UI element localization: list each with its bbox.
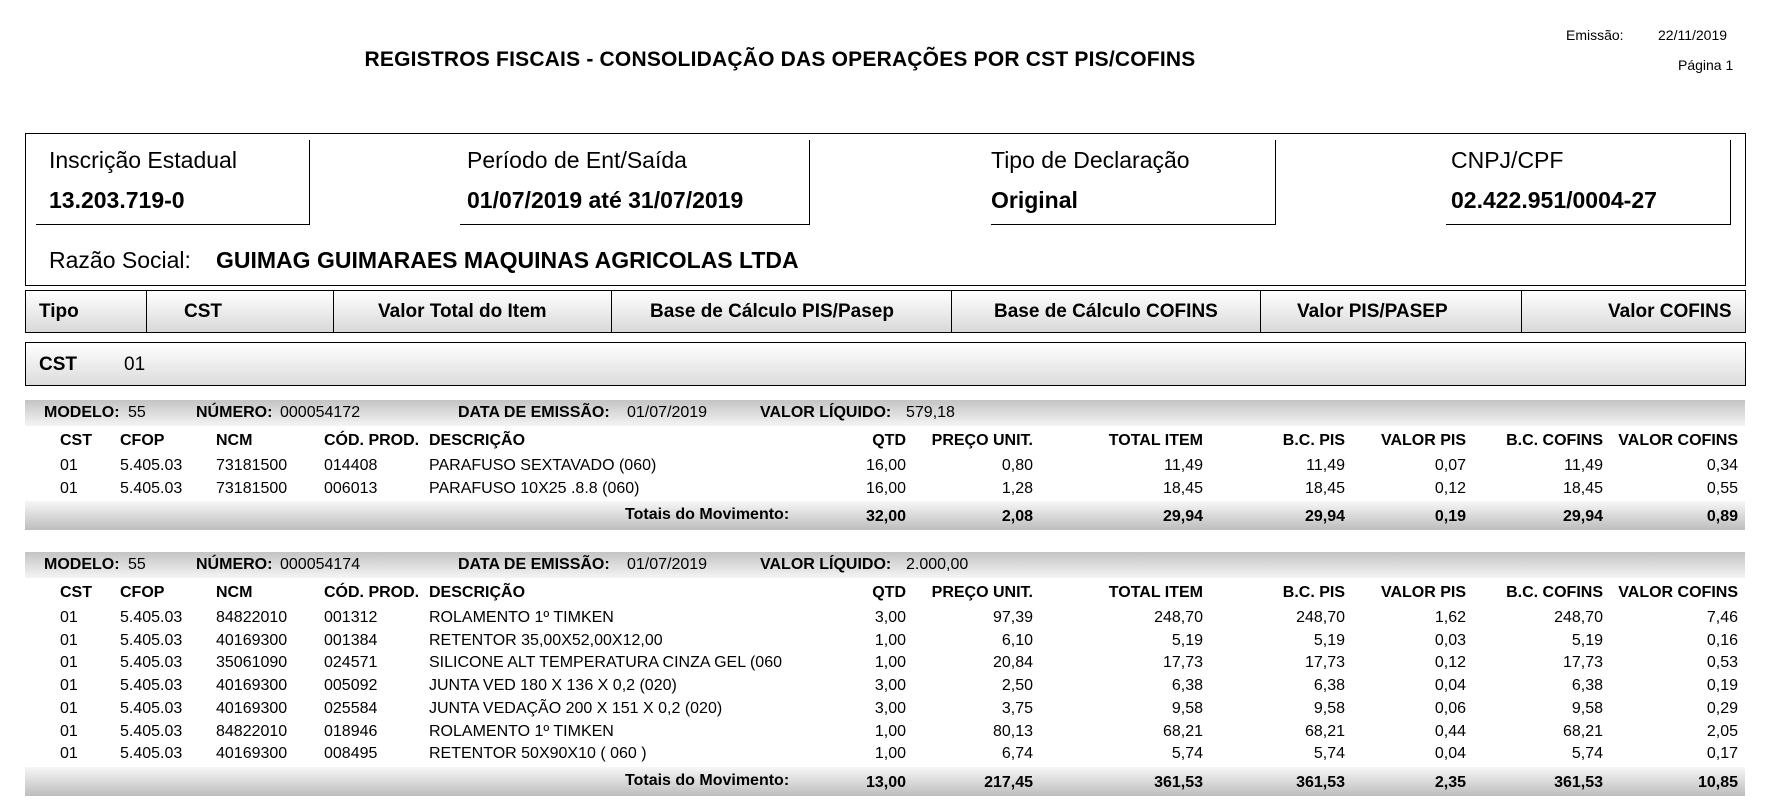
item-valor-pis: 0,44	[1434, 722, 1466, 740]
item-header-cfop: CFOP	[120, 432, 165, 449]
total-valor-cofins: 0,89	[1706, 508, 1738, 526]
item-header-descricao: DESCRIÇÃO	[429, 584, 526, 601]
item-descricao: JUNTA VEDAÇÃO 200 X 151 X 0,2 (020)	[429, 699, 723, 717]
valor-liquido-value: 2.000,00	[906, 556, 969, 573]
item-bc-pis: 18,45	[1304, 479, 1345, 497]
item-cod-prod: 014408	[324, 457, 378, 474]
item-ncm: 40169300	[216, 699, 288, 717]
item-bc-cofins: 5,19	[1571, 631, 1603, 649]
item-total-item: 248,70	[1154, 609, 1203, 626]
total-bc-cofins: 29,94	[1562, 508, 1603, 526]
col-tipo: Tipo	[39, 301, 79, 322]
modelo-label: MODELO:	[44, 404, 120, 421]
item-bc-cofins: 18,45	[1562, 479, 1603, 497]
item-ncm: 84822010	[216, 609, 288, 626]
item-descricao: PARAFUSO SEXTAVADO (060)	[429, 457, 657, 474]
item-header-bc-cofins: B.C. COFINS	[1506, 584, 1603, 601]
item-cfop: 5.405.03	[120, 745, 183, 763]
numero-value: 000054172	[280, 404, 361, 421]
item-bc-cofins: 68,21	[1562, 722, 1603, 740]
item-ncm: 84822010	[216, 722, 288, 740]
item-cfop: 5.405.03	[120, 654, 183, 672]
item-bc-pis: 248,70	[1296, 609, 1345, 626]
numero-label: NÚMERO:	[196, 556, 273, 573]
item-descricao: ROLAMENTO 1º TIMKEN	[429, 609, 614, 626]
data-emissao-label: DATA DE EMISSÃO:	[458, 404, 610, 421]
item-header-preco-unit: PREÇO UNIT.	[931, 432, 1033, 449]
item-valor-cofins: 0,34	[1706, 457, 1738, 474]
item-cod-prod: 005092	[324, 677, 378, 695]
item-qtd: 1,00	[874, 631, 906, 649]
item-header-qtd: QTD	[872, 432, 906, 449]
item-valor-cofins: 0,16	[1706, 631, 1738, 649]
item-qtd: 16,00	[865, 457, 906, 474]
item-cst: 01	[60, 677, 78, 695]
item-ncm: 73181500	[216, 479, 288, 497]
item-descricao: ROLAMENTO 1º TIMKEN	[429, 722, 614, 740]
item-qtd: 1,00	[874, 722, 906, 740]
item-valor-pis: 0,03	[1434, 631, 1466, 649]
item-cst: 01	[60, 609, 78, 626]
cnpj-value: 02.422.951/0004-27	[1451, 187, 1657, 213]
periodo-value: 01/07/2019 até 31/07/2019	[467, 187, 744, 213]
item-ncm: 35061090	[216, 654, 288, 672]
item-cst: 01	[60, 457, 78, 474]
item-bc-pis: 5,19	[1313, 631, 1345, 649]
item-valor-cofins: 0,19	[1706, 677, 1738, 695]
item-bc-cofins: 17,73	[1562, 654, 1603, 672]
total-qtd: 32,00	[865, 508, 906, 526]
item-cfop: 5.405.03	[120, 722, 183, 740]
razao-value: GUIMAG GUIMARAES MAQUINAS AGRICOLAS LTDA	[216, 247, 799, 273]
total-valor-pis: 0,19	[1434, 508, 1466, 526]
item-ncm: 40169300	[216, 745, 288, 763]
item-total-item: 5,19	[1171, 631, 1203, 649]
page-number: Página 1	[1678, 57, 1734, 73]
item-header-cod-prod: CÓD. PROD.	[324, 584, 420, 601]
item-qtd: 16,00	[865, 479, 906, 497]
item-ncm: 40169300	[216, 631, 288, 649]
total-total-item: 29,94	[1162, 508, 1203, 526]
item-preco-unit: 80,13	[992, 722, 1033, 740]
item-bc-pis: 9,58	[1313, 699, 1345, 717]
periodo-label: Período de Ent/Saída	[467, 147, 687, 173]
item-header-bc-pis: B.C. PIS	[1282, 432, 1345, 449]
cnpj-label: CNPJ/CPF	[1451, 147, 1564, 173]
valor-liquido-value: 579,18	[906, 404, 955, 421]
item-preco-unit: 1,28	[1001, 479, 1033, 497]
item-cfop: 5.405.03	[120, 609, 183, 626]
tipo-label: Tipo de Declaração	[991, 147, 1190, 173]
item-valor-cofins: 0,29	[1706, 699, 1738, 717]
item-total-item: 17,73	[1162, 654, 1203, 672]
item-total-item: 68,21	[1162, 722, 1203, 740]
item-preco-unit: 3,75	[1001, 699, 1033, 717]
ie-value: 13.203.719-0	[49, 187, 185, 213]
item-bc-cofins: 248,70	[1554, 609, 1603, 626]
data-emissao-value: 01/07/2019	[627, 404, 708, 421]
total-valor-pis: 2,35	[1434, 773, 1466, 791]
col-base-pis: Base de Cálculo PIS/Pasep	[650, 301, 894, 322]
cst-group-value: 01	[124, 354, 146, 375]
item-header-bc-cofins: B.C. COFINS	[1506, 432, 1603, 449]
emissao-date: 22/11/2019	[1658, 27, 1728, 43]
item-ncm: 40169300	[216, 677, 288, 695]
total-preco-unit: 217,45	[984, 773, 1033, 791]
item-cst: 01	[60, 479, 78, 497]
item-header-total-item: TOTAL ITEM	[1108, 584, 1203, 601]
col-base-cofins: Base de Cálculo COFINS	[994, 301, 1218, 322]
razao-label: Razão Social:	[49, 247, 191, 273]
item-header-cfop: CFOP	[120, 584, 165, 601]
col-valor-pis: Valor PIS/PASEP	[1297, 301, 1448, 322]
col-cst: CST	[184, 301, 222, 322]
cst-group-bar	[25, 342, 1746, 386]
item-total-item: 9,58	[1171, 699, 1203, 717]
item-bc-cofins: 5,74	[1571, 745, 1603, 763]
item-preco-unit: 6,10	[1001, 631, 1033, 649]
item-bc-cofins: 9,58	[1571, 699, 1603, 717]
item-cfop: 5.405.03	[120, 479, 183, 497]
item-valor-pis: 0,04	[1434, 745, 1466, 763]
item-bc-cofins: 11,49	[1564, 457, 1603, 474]
item-bc-pis: 5,74	[1313, 745, 1345, 763]
item-qtd: 3,00	[874, 677, 906, 695]
item-header-total-item: TOTAL ITEM	[1108, 432, 1203, 449]
item-total-item: 5,74	[1171, 745, 1203, 763]
item-valor-pis: 0,06	[1434, 699, 1466, 717]
item-cst: 01	[60, 631, 78, 649]
cst-group-label: CST	[39, 354, 77, 375]
item-bc-pis: 11,49	[1306, 457, 1345, 474]
item-cod-prod: 006013	[324, 479, 378, 497]
totais-label: Totais do Movimento:	[625, 506, 790, 524]
item-qtd: 1,00	[874, 654, 906, 672]
totais-label: Totais do Movimento:	[625, 771, 790, 789]
tipo-value: Original	[991, 187, 1078, 213]
item-header-valor-pis: VALOR PIS	[1380, 432, 1466, 449]
item-header-cst: CST	[60, 432, 92, 449]
item-valor-pis: 0,07	[1434, 457, 1466, 474]
item-bc-pis: 68,21	[1304, 722, 1345, 740]
item-qtd: 3,00	[874, 699, 906, 717]
total-valor-cofins: 10,85	[1697, 773, 1738, 791]
item-ncm: 73181500	[216, 457, 288, 474]
total-preco-unit: 2,08	[1001, 508, 1033, 526]
item-header-descricao: DESCRIÇÃO	[429, 432, 526, 449]
numero-label: NÚMERO:	[196, 404, 273, 421]
item-qtd: 3,00	[874, 609, 906, 626]
valor-liquido-label: VALOR LÍQUIDO:	[760, 404, 892, 421]
item-preco-unit: 6,74	[1001, 745, 1033, 763]
item-qtd: 1,00	[874, 745, 906, 763]
item-cfop: 5.405.03	[120, 631, 183, 649]
item-header-ncm: NCM	[216, 584, 253, 601]
ie-label: Inscrição Estadual	[49, 147, 237, 173]
item-valor-cofins: 0,53	[1706, 654, 1738, 672]
total-bc-cofins: 361,53	[1554, 773, 1603, 791]
item-cod-prod: 001384	[324, 631, 378, 649]
item-header-valor-pis: VALOR PIS	[1380, 584, 1466, 601]
item-descricao: RETENTOR 35,00X52,00X12,00	[429, 631, 663, 649]
column-header-bar	[25, 290, 1746, 333]
item-total-item: 6,38	[1171, 677, 1203, 695]
item-preco-unit: 0,80	[1001, 457, 1033, 474]
item-header-bc-pis: B.C. PIS	[1282, 584, 1345, 601]
item-valor-cofins: 0,55	[1706, 479, 1738, 497]
item-cfop: 5.405.03	[120, 677, 183, 695]
col-valor-total: Valor Total do Item	[378, 301, 547, 322]
data-emissao-label: DATA DE EMISSÃO:	[458, 556, 610, 573]
item-descricao: PARAFUSO 10X25 .8.8 (060)	[429, 479, 640, 497]
item-cst: 01	[60, 699, 78, 717]
total-bc-pis: 361,53	[1296, 773, 1345, 791]
modelo-value: 55	[128, 404, 146, 421]
item-preco-unit: 97,39	[992, 609, 1033, 626]
item-cod-prod: 001312	[324, 609, 378, 626]
numero-value: 000054174	[280, 556, 361, 573]
item-valor-cofins: 2,05	[1706, 722, 1738, 740]
item-valor-pis: 0,12	[1434, 479, 1466, 497]
item-cst: 01	[60, 745, 78, 763]
data-emissao-value: 01/07/2019	[627, 556, 708, 573]
total-qtd: 13,00	[865, 773, 906, 791]
item-bc-pis: 17,73	[1304, 654, 1345, 672]
item-cod-prod: 008495	[324, 745, 378, 763]
item-descricao: RETENTOR 50X90X10 ( 060 )	[429, 745, 647, 763]
modelo-value: 55	[128, 556, 146, 573]
modelo-label: MODELO:	[44, 556, 120, 573]
total-bc-pis: 29,94	[1304, 508, 1345, 526]
valor-liquido-label: VALOR LÍQUIDO:	[760, 556, 892, 573]
item-cod-prod: 018946	[324, 722, 378, 740]
emissao-label: Emissão:	[1566, 27, 1624, 43]
item-valor-cofins: 7,46	[1706, 609, 1738, 626]
item-descricao: SILICONE ALT TEMPERATURA CINZA GEL (060	[429, 654, 782, 672]
item-header-valor-cofins: VALOR COFINS	[1618, 432, 1738, 449]
item-bc-pis: 6,38	[1313, 677, 1345, 695]
item-cod-prod: 025584	[324, 699, 378, 717]
item-preco-unit: 2,50	[1001, 677, 1033, 695]
item-total-item: 11,49	[1164, 457, 1203, 474]
item-header-cod-prod: CÓD. PROD.	[324, 432, 420, 449]
item-bc-cofins: 6,38	[1571, 677, 1603, 695]
item-total-item: 18,45	[1162, 479, 1203, 497]
item-header-qtd: QTD	[872, 584, 906, 601]
item-valor-pis: 0,04	[1434, 677, 1466, 695]
item-header-valor-cofins: VALOR COFINS	[1618, 584, 1738, 601]
item-valor-pis: 1,62	[1434, 609, 1466, 626]
item-header-ncm: NCM	[216, 432, 253, 449]
total-total-item: 361,53	[1154, 773, 1203, 791]
item-cfop: 5.405.03	[120, 699, 183, 717]
item-cod-prod: 024571	[324, 654, 378, 672]
item-preco-unit: 20,84	[992, 654, 1033, 672]
item-header-cst: CST	[60, 584, 92, 601]
item-cst: 01	[60, 722, 78, 740]
col-valor-cofins: Valor COFINS	[1608, 301, 1732, 322]
item-valor-cofins: 0,17	[1706, 745, 1738, 763]
item-cst: 01	[60, 654, 78, 672]
report-title: REGISTROS FISCAIS - CONSOLIDAÇÃO DAS OPERAÇÕES POR CST PIS/COFINS	[364, 48, 1196, 71]
item-descricao: JUNTA VED 180 X 136 X 0,2 (020)	[429, 677, 677, 695]
item-valor-pis: 0,12	[1434, 654, 1466, 672]
item-cfop: 5.405.03	[120, 457, 183, 474]
item-header-preco-unit: PREÇO UNIT.	[931, 584, 1033, 601]
